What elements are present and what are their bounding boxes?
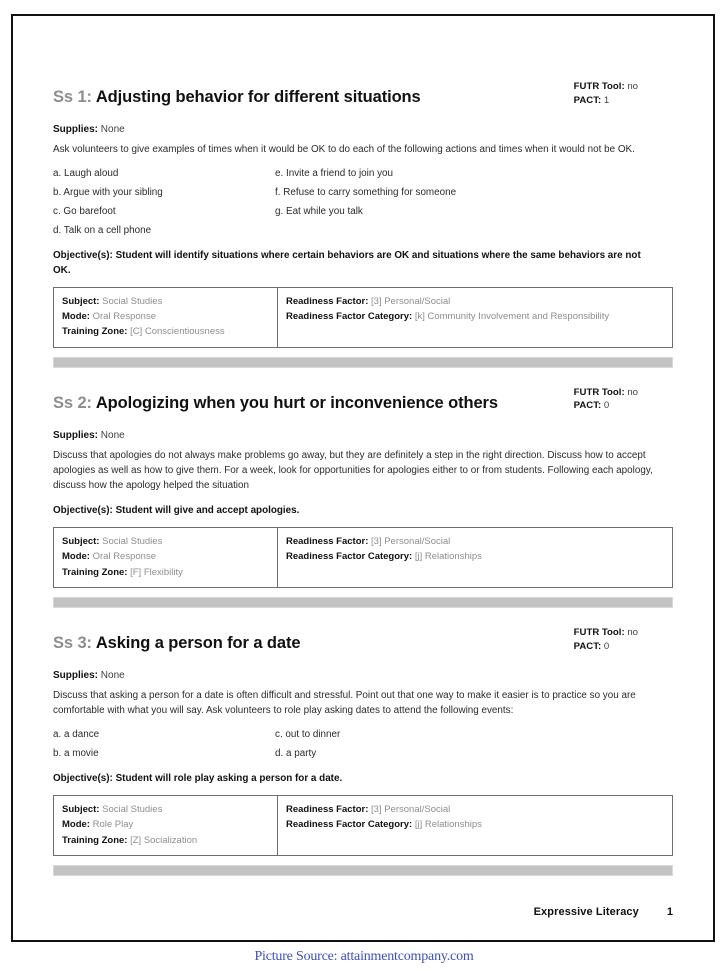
section-separator-bar-3 bbox=[53, 865, 673, 876]
subject-label-2: Subject: bbox=[62, 535, 100, 547]
supplies-label-3: Supplies: bbox=[53, 669, 99, 681]
mode-label-1: Mode: bbox=[62, 311, 90, 323]
readiness-factor-row-2 bbox=[286, 534, 664, 549]
objective-line-2 bbox=[53, 504, 653, 519]
lesson-header-1 bbox=[53, 81, 673, 118]
subject-value-3: Social Studies bbox=[102, 804, 163, 816]
readiness-factor-category-value-1: [k] Community Involvement and Responsibility bbox=[414, 311, 610, 323]
lesson-name-3: Asking a person for a date bbox=[95, 633, 301, 652]
section-separator-bar-1 bbox=[53, 357, 673, 368]
futr-tool-label-2: FUTR Tool: bbox=[573, 386, 625, 398]
lesson-name-2: Apologizing when you hurt or inconvenience others bbox=[95, 393, 498, 412]
mode-row-1 bbox=[62, 309, 269, 324]
subject-label-1: Subject: bbox=[62, 295, 100, 307]
readiness-factor-row-3 bbox=[286, 802, 664, 817]
document-page bbox=[11, 14, 715, 942]
info-table-3 bbox=[53, 795, 673, 856]
mode-value-3: Role Play bbox=[92, 819, 134, 831]
training-zone-row-3 bbox=[62, 833, 269, 848]
supplies-label-1: Supplies: bbox=[53, 124, 99, 135]
option-list-1 bbox=[53, 166, 673, 238]
list-item: d. Talk on a cell phone bbox=[53, 224, 152, 236]
info-table-1 bbox=[53, 287, 673, 348]
info-table-left-column-2 bbox=[54, 528, 278, 587]
info-table-2 bbox=[53, 527, 673, 588]
pact-row-3 bbox=[574, 640, 638, 654]
readiness-factor-value-1: [3] Personal/Social bbox=[371, 295, 451, 307]
footer-title: Expressive Literacy bbox=[533, 906, 639, 918]
page-number: 1 bbox=[666, 906, 673, 918]
subject-label-3: Subject: bbox=[62, 804, 100, 816]
lesson-body-1: Ask volunteers to give examples of times when it would be OK to do each of the following actions and times when it would not be OK. bbox=[53, 144, 635, 155]
pact-row-2 bbox=[574, 399, 638, 413]
lesson-body-2: Discuss that apologies do not always make problems go away, but they are definitely a step in the right direction. Discuss how to accept apologies as well as how to give them. For a week, look for opportunities for apologies either to or from students. Following each apology, discuss how the apology helped the situation bbox=[53, 449, 653, 491]
lesson-header-3 bbox=[53, 626, 673, 664]
list-item: c. out to dinner bbox=[275, 728, 341, 740]
section-separator-bar-2 bbox=[53, 597, 673, 608]
supplies-value-2: None bbox=[100, 429, 125, 441]
mode-value-2: Oral Response bbox=[92, 551, 156, 563]
training-zone-row-1 bbox=[62, 324, 269, 339]
info-table-left-column-3 bbox=[54, 796, 278, 855]
list-item: a. Laugh aloud bbox=[53, 168, 119, 180]
training-zone-value-2: [F] Flexibility bbox=[130, 566, 183, 578]
list-item: d. a party bbox=[275, 747, 317, 759]
readiness-factor-category-row-2 bbox=[286, 549, 664, 564]
lesson-meta-2 bbox=[574, 386, 638, 413]
futr-tool-row-2 bbox=[574, 386, 638, 400]
subject-value-2: Social Studies bbox=[102, 535, 163, 547]
objective-line-3 bbox=[53, 772, 653, 787]
objective-line-1 bbox=[53, 249, 653, 279]
objective-value-2: Student will give and accept apologies. bbox=[115, 504, 300, 516]
lesson-meta-3 bbox=[574, 626, 638, 653]
supplies-line-3 bbox=[53, 670, 673, 681]
readiness-factor-category-label-1: Readiness Factor Category: bbox=[286, 311, 413, 323]
pact-label-3: PACT: bbox=[573, 640, 602, 652]
option-list-3 bbox=[53, 727, 673, 761]
readiness-factor-category-label-2: Readiness Factor Category: bbox=[286, 551, 413, 563]
subject-row-2 bbox=[62, 534, 269, 549]
lesson-number-2: Ss 2: bbox=[53, 393, 92, 412]
training-zone-value-1: [C] Conscientiousness bbox=[130, 326, 225, 338]
lesson-title-3 bbox=[53, 634, 523, 653]
subject-row-1 bbox=[62, 294, 269, 309]
readiness-factor-label-2: Readiness Factor: bbox=[286, 535, 369, 547]
mode-value-1: Oral Response bbox=[92, 311, 156, 323]
pact-value-1: 1 bbox=[603, 94, 610, 106]
lesson-block-1 bbox=[53, 81, 673, 394]
futr-tool-label-3: FUTR Tool: bbox=[573, 626, 625, 638]
supplies-line-1 bbox=[53, 124, 673, 135]
info-table-left-column-1 bbox=[54, 288, 278, 347]
supplies-label-2: Supplies: bbox=[53, 429, 99, 441]
training-zone-label-2: Training Zone: bbox=[62, 566, 128, 578]
list-item-empty bbox=[275, 223, 673, 238]
lesson-meta-1 bbox=[574, 80, 638, 107]
info-table-right-column-1 bbox=[278, 288, 672, 347]
lesson-number-3: Ss 3: bbox=[53, 633, 92, 652]
readiness-factor-category-row-3 bbox=[286, 817, 664, 832]
lesson-block-2 bbox=[53, 386, 673, 634]
supplies-value-3: None bbox=[100, 669, 125, 681]
mode-label-3: Mode: bbox=[62, 819, 90, 831]
objective-label-3: Objective(s): bbox=[53, 773, 113, 785]
subject-row-3 bbox=[62, 802, 269, 817]
list-item: g. Eat while you talk bbox=[275, 205, 363, 217]
readiness-factor-label-3: Readiness Factor: bbox=[286, 804, 369, 816]
pact-label-1: PACT: bbox=[573, 94, 602, 106]
readiness-factor-category-value-3: [j] Relationships bbox=[414, 819, 482, 831]
list-item: a. a dance bbox=[53, 728, 100, 740]
readiness-factor-category-value-2: [j] Relationships bbox=[414, 551, 482, 563]
lesson-name-1: Adjusting behavior for different situations bbox=[95, 88, 421, 106]
pact-row-1 bbox=[574, 94, 638, 108]
picture-source-watermark: Picture Source: attainmentcompany.com bbox=[254, 949, 474, 964]
futr-tool-row-1 bbox=[574, 80, 638, 94]
lesson-body-3: Discuss that asking a person for a date is often difficult and stressful. Point out that one way to make it easier is to practice so you are comfortable with what you will say. Ask volunteers to role play asking dates to attend the following events: bbox=[53, 689, 636, 716]
info-table-right-column-3 bbox=[278, 796, 672, 855]
mode-label-2: Mode: bbox=[62, 551, 90, 563]
futr-tool-value-3: no bbox=[627, 626, 638, 638]
readiness-factor-category-row-1 bbox=[286, 309, 664, 324]
lesson-block-3 bbox=[53, 626, 673, 876]
lesson-title-1 bbox=[53, 88, 523, 107]
pact-label-2: PACT: bbox=[573, 400, 602, 412]
training-zone-label-1: Training Zone: bbox=[62, 326, 128, 338]
training-zone-label-3: Training Zone: bbox=[62, 834, 128, 846]
list-item: b. a movie bbox=[53, 747, 99, 759]
subject-value-1: Social Studies bbox=[102, 295, 163, 307]
objective-label-1: Objective(s): bbox=[53, 249, 113, 261]
objective-label-2: Objective(s): bbox=[53, 504, 113, 516]
supplies-line-2 bbox=[53, 430, 673, 441]
futr-tool-label-1: FUTR Tool: bbox=[573, 81, 625, 92]
readiness-factor-row-1 bbox=[286, 294, 664, 309]
futr-tool-value-1: no bbox=[627, 81, 638, 92]
readiness-factor-category-label-3: Readiness Factor Category: bbox=[286, 819, 413, 831]
supplies-value-1: None bbox=[100, 124, 125, 135]
pact-value-3: 0 bbox=[603, 640, 610, 652]
training-zone-row-2 bbox=[62, 565, 269, 580]
list-item: e. Invite a friend to join you bbox=[275, 168, 394, 180]
mode-row-2 bbox=[62, 549, 269, 564]
lesson-header-2 bbox=[53, 386, 673, 424]
list-item: f. Refuse to carry something for someone bbox=[275, 186, 457, 198]
objective-value-1: Student will identify situations where certain behaviors are OK and situations where the same behaviors are not OK. bbox=[53, 249, 641, 276]
readiness-factor-value-3: [3] Personal/Social bbox=[371, 804, 451, 816]
list-item: c. Go barefoot bbox=[53, 205, 116, 217]
page-content bbox=[13, 16, 713, 940]
info-table-right-column-2 bbox=[278, 528, 672, 587]
training-zone-value-3: [Z] Socialization bbox=[130, 834, 198, 846]
lesson-number-1: Ss 1: bbox=[53, 88, 92, 106]
futr-tool-row-3 bbox=[574, 626, 638, 640]
readiness-factor-label-1: Readiness Factor: bbox=[286, 295, 369, 307]
lesson-title-2 bbox=[53, 394, 523, 413]
page-footer bbox=[534, 906, 673, 918]
pact-value-2: 0 bbox=[603, 400, 610, 412]
mode-row-3 bbox=[62, 817, 269, 832]
objective-value-3: Student will role play asking a person for a date. bbox=[115, 773, 343, 785]
futr-tool-value-2: no bbox=[627, 386, 638, 398]
list-item: b. Argue with your sibling bbox=[53, 186, 163, 198]
readiness-factor-value-2: [3] Personal/Social bbox=[371, 535, 451, 547]
